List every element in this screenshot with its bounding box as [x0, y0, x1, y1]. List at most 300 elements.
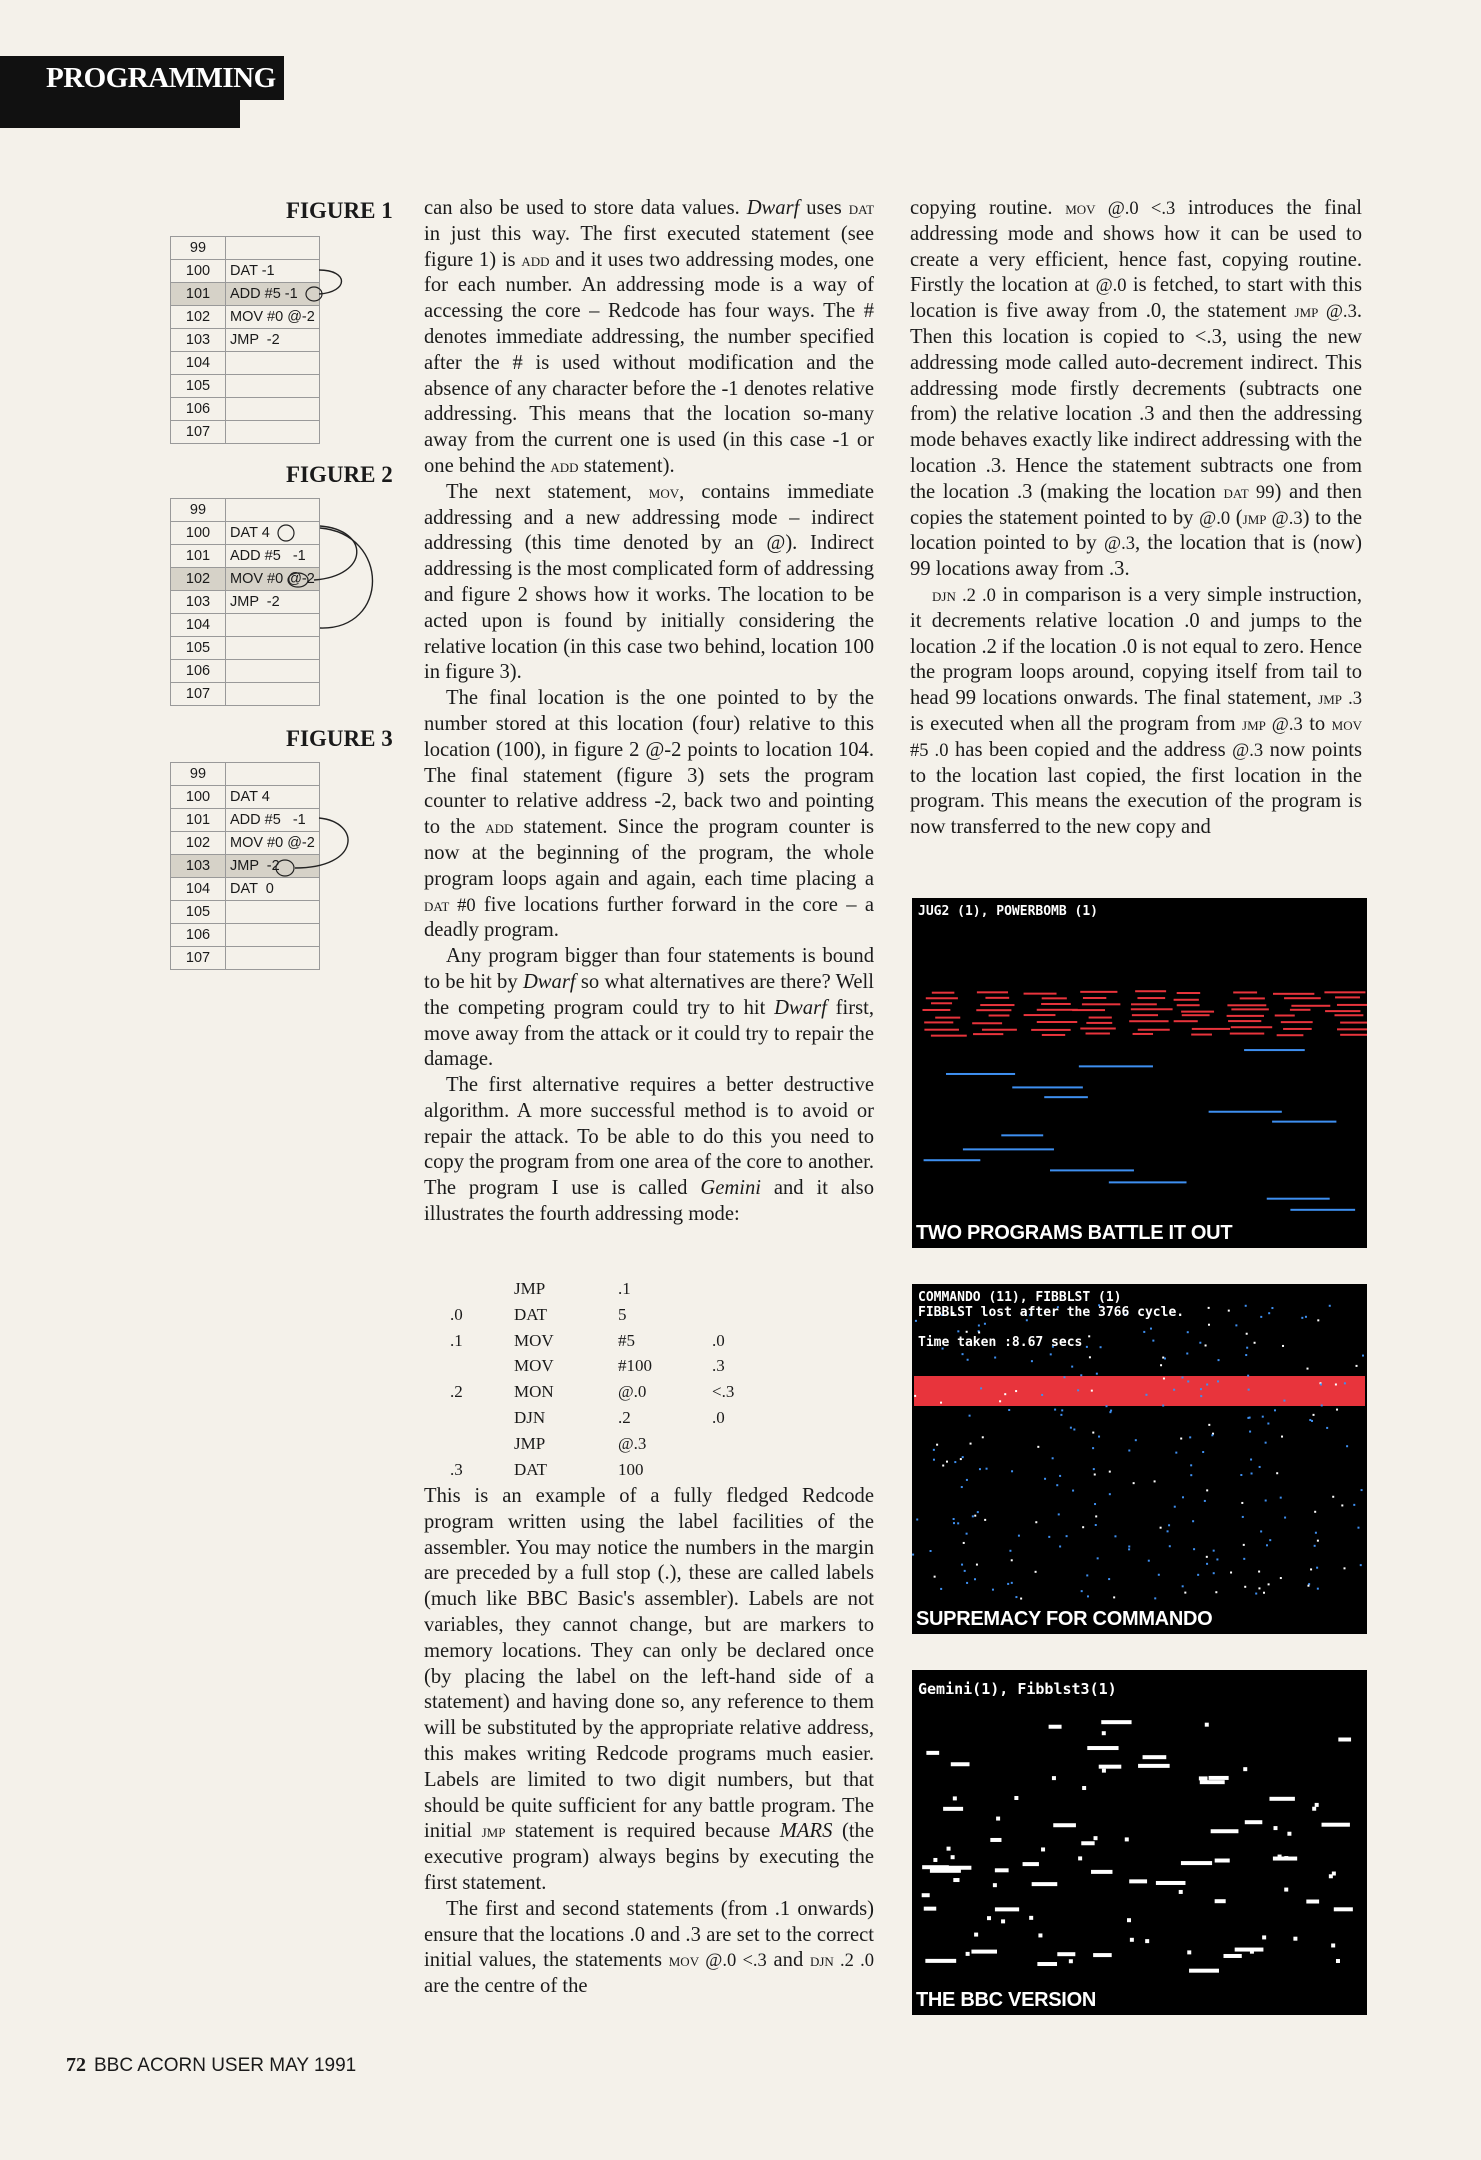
- paragraph: can also be used to store data values. Dwarf uses dat in just this way. The first executed statement (see figure 1) is add and it uses two addressing modes, one for each number. An addressing mode is a way of accessing the core – Redcode has four ways. The # denotes immediate addressing, the number specified after the # is used without modification and the absence of any character before the -1 denotes relative addressing. This means that the location so-many away from the current one is used (in this case -1 or one behind the add statement).: [424, 197, 875, 477]
- trace-mark: [970, 1443, 972, 1445]
- trace-mark: [1284, 1888, 1288, 1892]
- trace-mark: [1282, 1345, 1284, 1347]
- trace-mark: [1082, 1003, 1120, 1005]
- trace-mark: [940, 1402, 942, 1404]
- trace-mark: [953, 1796, 957, 1800]
- memory-instruction: [226, 947, 320, 970]
- trace-mark: [1320, 1384, 1322, 1386]
- figure-1-table: [170, 236, 320, 444]
- trace-mark: [1235, 1324, 1237, 1326]
- trace-mark: [1268, 1312, 1270, 1314]
- trace-mark: [1235, 1948, 1264, 1952]
- trace-mark: [994, 1357, 996, 1359]
- memory-row: [171, 352, 320, 375]
- trace-mark: [1215, 1591, 1217, 1593]
- trace-mark: [1208, 1324, 1210, 1326]
- trace-mark: [1035, 1521, 1037, 1523]
- trace-mark: [1353, 1504, 1355, 1506]
- trace-mark: [1080, 1027, 1115, 1029]
- trace-mark: [1340, 1022, 1367, 1024]
- trace-mark: [1315, 1532, 1317, 1534]
- trace-mark: [1101, 1720, 1131, 1724]
- trace-mark: [1227, 1015, 1264, 1017]
- trace-mark: [977, 1511, 979, 1513]
- memory-address: 106: [171, 398, 226, 421]
- screenshot-bbc-version: [912, 1670, 1367, 2015]
- trace-mark: [1206, 1384, 1208, 1386]
- trace-mark: [1326, 1427, 1328, 1429]
- trace-mark: [924, 1159, 981, 1161]
- trace-mark: [980, 1004, 1014, 1006]
- trace-mark: [1265, 1500, 1267, 1502]
- trace-mark: [1072, 1009, 1105, 1011]
- trace-mark: [996, 1817, 1000, 1821]
- trace-mark: [1243, 1558, 1245, 1560]
- trace-mark: [987, 1916, 991, 1920]
- trace-mark: [953, 1518, 955, 1520]
- trace-mark: [1174, 1020, 1198, 1022]
- trace-mark: [1260, 1530, 1262, 1532]
- trace-mark: [1001, 1919, 1005, 1923]
- trace-mark: [1243, 1767, 1247, 1771]
- page-footer: [66, 2054, 356, 2077]
- trace-mark: [1262, 1935, 1266, 1939]
- trace-mark: [1011, 1582, 1013, 1584]
- trace-mark: [1096, 1373, 1098, 1375]
- trace-mark: [1189, 1436, 1191, 1438]
- trace-mark: [912, 1554, 914, 1556]
- trace-mark: [972, 1515, 974, 1517]
- bbc-trace-plot: [912, 1670, 1367, 2015]
- trace-mark: [954, 1461, 956, 1463]
- trace-mark: [1340, 1034, 1367, 1036]
- code-operand-b: .0: [712, 1407, 725, 1427]
- memory-instruction: JMP -2: [226, 329, 320, 352]
- trace-mark: [1293, 1937, 1297, 1941]
- screenshot-header: JUG2 (1), POWERBOMB (1): [918, 904, 1099, 919]
- memory-instruction: JMP -2: [226, 591, 320, 614]
- memory-row: [171, 398, 320, 421]
- trace-mark: [1158, 1574, 1160, 1576]
- trace-mark: [1102, 1731, 1106, 1735]
- trace-mark: [1095, 1524, 1097, 1526]
- trace-mark: [977, 991, 1008, 993]
- text-column-1: [424, 196, 874, 1228]
- trace-mark: [1249, 1431, 1251, 1433]
- trace-mark: [1168, 1524, 1170, 1526]
- trace-mark: [1081, 1590, 1083, 1592]
- memory-address: 103: [171, 855, 226, 878]
- trace-mark: [1079, 1065, 1153, 1067]
- trace-mark: [964, 1570, 966, 1572]
- trace-mark: [1069, 1959, 1073, 1963]
- trace-mark: [1269, 1539, 1271, 1541]
- code-operand-b: .0: [712, 1330, 725, 1350]
- trace-mark: [1024, 993, 1057, 995]
- memory-address: 99: [171, 763, 226, 786]
- trace-mark: [1060, 1414, 1062, 1416]
- trace-mark: [1128, 1546, 1130, 1548]
- banner-bar: [0, 100, 240, 128]
- trace-mark: [1267, 1423, 1269, 1425]
- text-column-2: [910, 196, 1362, 841]
- trace-mark: [1102, 1769, 1106, 1773]
- trace-mark: [980, 1387, 982, 1389]
- trace-mark: [1206, 1489, 1208, 1491]
- trace-mark: [1093, 1468, 1095, 1470]
- trace-mark: [1312, 1807, 1316, 1811]
- trace-mark: [1306, 1900, 1319, 1904]
- trace-mark: [1190, 1474, 1192, 1476]
- trace-mark: [1245, 1305, 1247, 1307]
- trace-mark: [1164, 1357, 1166, 1359]
- code-opcode: MOV: [514, 1356, 554, 1376]
- memory-instruction: [226, 352, 320, 375]
- memory-instruction: [226, 901, 320, 924]
- trace-mark: [1316, 1567, 1318, 1569]
- trace-mark: [1199, 1342, 1201, 1344]
- memory-row: [171, 786, 320, 809]
- trace-mark: [1211, 1829, 1239, 1833]
- memory-row: [171, 901, 320, 924]
- trace-mark: [1113, 1596, 1115, 1598]
- code-operand-b: .3: [712, 1356, 725, 1376]
- trace-mark: [1167, 1530, 1169, 1532]
- trace-mark: [933, 1858, 937, 1862]
- trace-mark: [934, 1576, 936, 1578]
- trace-mark: [1184, 1592, 1186, 1594]
- trace-mark: [1063, 1376, 1065, 1378]
- trace-mark: [1245, 1354, 1247, 1356]
- trace-mark: [1095, 1515, 1097, 1517]
- trace-mark: [1154, 1480, 1156, 1482]
- trace-mark: [1260, 1316, 1262, 1318]
- trace-mark: [1255, 1593, 1257, 1595]
- memory-instruction: [226, 398, 320, 421]
- code-opcode: MON: [514, 1382, 554, 1402]
- trace-mark: [1357, 1527, 1359, 1529]
- trace-mark: [933, 1459, 935, 1461]
- trace-mark: [1061, 1409, 1063, 1411]
- trace-mark: [1245, 1820, 1263, 1824]
- trace-mark: [1058, 1513, 1060, 1515]
- trace-mark: [1206, 1563, 1208, 1565]
- trace-mark: [1092, 1447, 1094, 1449]
- memory-address: 104: [171, 614, 226, 637]
- trace-mark: [1133, 1482, 1135, 1484]
- trace-mark: [1187, 1331, 1189, 1333]
- memory-instruction: [226, 421, 320, 444]
- trace-mark: [966, 1582, 968, 1584]
- trace-mark: [1213, 1572, 1215, 1574]
- trace-mark: [1336, 1959, 1340, 1963]
- trace-mark: [946, 1073, 1015, 1075]
- trace-mark: [1262, 1416, 1264, 1418]
- trace-mark: [1029, 1916, 1033, 1920]
- trace-mark: [1109, 1181, 1187, 1183]
- figure-3-arrow: [285, 810, 365, 880]
- trace-mark: [1284, 997, 1321, 999]
- code-label: .0: [450, 1304, 463, 1324]
- memory-instruction: ADD #5 -1: [226, 283, 320, 306]
- trace-mark: [1313, 1414, 1315, 1416]
- code-label: .3: [450, 1459, 463, 1479]
- memory-row: [171, 924, 320, 947]
- trace-mark: [962, 1353, 964, 1355]
- trace-mark: [1283, 1028, 1312, 1030]
- trace-mark: [1307, 1585, 1309, 1587]
- paragraph: copying routine. mov @.0 <.3 introduces the final addressing mode and shows how it can be used to create a very efficient, hence fast, copying routine. Firstly the location at @.0 is fetched, to start with this location is five away from .0, the statement jmp @.3. Then this location is copied to <.3, using the new addressing mode called auto-decrement indirect. This addressing mode firstly decrements (subtracts one from) the relative location .3 and then the addressing mode behaves exactly like indirect addressing with the location .3. Hence the statement subtracts one from the location .3 (making the location dat 99) and then copies the statement pointed to by @.0 (jmp @.3) to the location pointed to by @.3, the location that is (now) 99 locations away from .3.: [910, 197, 1363, 581]
- trace-mark: [1024, 1014, 1056, 1016]
- memory-address: 102: [171, 832, 226, 855]
- trace-mark: [992, 1589, 994, 1591]
- trace-mark: [1280, 1497, 1282, 1499]
- code-operand-a: 5: [618, 1304, 627, 1324]
- trace-mark: [1192, 1028, 1230, 1030]
- trace-mark: [930, 1869, 961, 1873]
- trace-mark: [1265, 1442, 1267, 1444]
- memory-address: 101: [171, 545, 226, 568]
- trace-mark: [1324, 991, 1365, 993]
- trace-mark: [1012, 1086, 1083, 1088]
- code-label: .2: [450, 1382, 463, 1402]
- trace-mark: [1072, 1490, 1074, 1492]
- trace-mark: [1108, 1578, 1110, 1580]
- trace-mark: [1244, 1586, 1246, 1588]
- trace-mark: [971, 1950, 997, 1954]
- trace-mark: [1315, 1803, 1319, 1807]
- trace-mark: [966, 1479, 968, 1481]
- trace-mark: [1205, 1344, 1207, 1346]
- trace-mark: [1317, 1540, 1319, 1542]
- trace-mark: [1242, 1516, 1244, 1518]
- trace-mark: [963, 1542, 965, 1544]
- trace-mark: [914, 1376, 1365, 1406]
- memory-address: 100: [171, 786, 226, 809]
- memory-row: [171, 421, 320, 444]
- trace-mark: [943, 1807, 963, 1811]
- code-operand-a: #5: [618, 1330, 635, 1350]
- trace-mark: [1344, 1567, 1346, 1569]
- trace-mark: [999, 1400, 1001, 1402]
- trace-mark: [1038, 1933, 1042, 1937]
- trace-mark: [916, 1519, 918, 1521]
- trace-mark: [1230, 1571, 1232, 1573]
- trace-mark: [1143, 1755, 1167, 1759]
- trace-mark: [1346, 1445, 1348, 1447]
- trace-mark: [1278, 1855, 1282, 1859]
- trace-mark: [1073, 1428, 1075, 1430]
- trace-mark: [915, 1320, 917, 1322]
- trace-mark: [962, 1456, 964, 1458]
- trace-mark: [1233, 991, 1257, 993]
- memory-address: 102: [171, 568, 226, 591]
- trace-mark: [1004, 1393, 1006, 1395]
- trace-mark: [1213, 1550, 1215, 1552]
- trace-mark: [1041, 1394, 1043, 1396]
- trace-mark: [1338, 1738, 1351, 1742]
- trace-mark: [1087, 1746, 1118, 1750]
- code-operand-a: @.0: [618, 1382, 647, 1402]
- trace-mark: [1266, 1544, 1268, 1546]
- trace-mark: [1290, 1209, 1355, 1211]
- trace-mark: [1163, 1378, 1165, 1380]
- trace-mark: [1092, 1432, 1094, 1434]
- trace-mark: [1200, 1780, 1225, 1784]
- trace-mark: [1305, 1316, 1307, 1318]
- code-operand-a: #100: [618, 1356, 652, 1376]
- trace-mark: [1169, 1545, 1171, 1547]
- code-operand-a: .1: [618, 1279, 631, 1298]
- figure-1-title: FIGURE 1: [286, 198, 393, 223]
- paragraph: The first and second statements (from .1 onwards) ensure that the locations .0 and .3 are set to the correct initial values, the statements mov @.0 <.3 and djn .2 .0 are the centre of the: [424, 1897, 874, 1998]
- publication-line: BBC ACORN USER MAY 1991: [94, 2055, 357, 2076]
- trace-mark: [1023, 1862, 1039, 1866]
- trace-mark: [1098, 1436, 1100, 1438]
- trace-mark: [1109, 1493, 1111, 1495]
- memory-instruction: [226, 683, 320, 706]
- trace-mark: [1181, 1861, 1212, 1865]
- trace-mark: [1173, 1389, 1175, 1391]
- trace-mark: [1054, 1409, 1056, 1411]
- trace-mark: [960, 1458, 962, 1460]
- trace-mark: [963, 1148, 1054, 1150]
- memory-address: 107: [171, 947, 226, 970]
- trace-mark: [1009, 1550, 1011, 1552]
- memory-address: 105: [171, 637, 226, 660]
- trace-mark: [1130, 1938, 1134, 1942]
- figure-2-title: FIGURE 2: [286, 462, 393, 487]
- trace-mark: [1086, 1033, 1110, 1035]
- trace-mark: [1156, 1881, 1186, 1885]
- trace-mark: [925, 1959, 956, 1963]
- memory-address: 103: [171, 329, 226, 352]
- paragraph: The first alternative requires a better destructive algorithm. A more successful method is to avoid or repair the attack. To be able to do this you need to copy the program from one area of the core to another. The program I use is called Gemini and it also illustrates the fourth addressing mode:: [424, 1074, 875, 1226]
- trace-mark: [1052, 1457, 1054, 1459]
- memory-row: [171, 306, 320, 329]
- trace-mark: [1217, 1380, 1219, 1382]
- memory-address: 102: [171, 306, 226, 329]
- screenshot-header: COMMANDO (11), FIBBLST (1) FIBBLST lost after the 3766 cycle. Time taken :8.67 secs: [918, 1290, 1185, 1350]
- trace-mark: [1082, 1786, 1086, 1790]
- trace-mark: [985, 997, 1009, 999]
- trace-mark: [1281, 1436, 1283, 1438]
- memory-address: 99: [171, 237, 226, 260]
- memory-address: 104: [171, 878, 226, 901]
- trace-mark: [1066, 1535, 1068, 1537]
- trace-mark: [1186, 1353, 1188, 1355]
- trace-mark: [1031, 1029, 1070, 1031]
- code-opcode: DJN: [514, 1407, 546, 1427]
- memory-instruction: [226, 237, 320, 260]
- trace-mark: [1154, 1597, 1156, 1599]
- trace-mark: [1007, 1583, 1009, 1585]
- memory-address: 106: [171, 660, 226, 683]
- trace-mark: [1078, 1856, 1082, 1860]
- trace-mark: [1182, 1496, 1184, 1498]
- trace-mark: [1314, 1545, 1316, 1547]
- memory-instruction: [226, 375, 320, 398]
- trace-mark: [1131, 1008, 1173, 1010]
- trace-mark: [1129, 1879, 1147, 1883]
- trace-mark: [1314, 1511, 1316, 1513]
- screenshot-header: Gemini(1), Fibblst3(1): [918, 1680, 1117, 1698]
- trace-mark: [1223, 1954, 1241, 1958]
- trace-mark: [1250, 1950, 1254, 1954]
- trace-mark: [1284, 1517, 1286, 1519]
- memory-instruction: DAT -1: [226, 260, 320, 283]
- trace-mark: [974, 1515, 976, 1517]
- trace-mark: [926, 997, 958, 999]
- paragraph: This is an example of a fully fledged Redcode program written using the label facilities of the assembler. You may notice the numbers in the margin are preceded by a full stop (.), these are called labels (much like BBC Basic's assembler). Labels are not variables, they cannot change, but are markers to memory locations. They can only be declared once (by placing the label on the left-hand side of a statement) and having done so, any reference to them will be substituted by the appropriate relative address, this makes writing Redcode programs much easier. Labels are limited to two digit numbers, but that should be quite sufficient for any battle program. The initial jmp statement is required because MARS (the executive program) always begins by executing the first statement.: [424, 1485, 874, 1894]
- trace-mark: [1309, 1419, 1311, 1421]
- trace-mark: [926, 1751, 939, 1755]
- trace-mark: [1032, 1882, 1058, 1886]
- memory-instruction: DAT 4: [226, 786, 320, 809]
- trace-mark: [922, 1009, 950, 1011]
- trace-mark: [1059, 1545, 1061, 1547]
- trace-mark: [957, 1522, 959, 1524]
- memory-row: [171, 878, 320, 901]
- trace-mark: [1263, 1592, 1265, 1594]
- trace-mark: [966, 1533, 968, 1535]
- trace-mark: [1231, 1008, 1268, 1010]
- trace-mark: [1204, 1500, 1206, 1502]
- trace-mark: [1179, 1890, 1183, 1894]
- trace-mark: [1094, 1836, 1098, 1840]
- trace-mark: [1287, 1832, 1291, 1836]
- memory-row: [171, 763, 320, 786]
- trace-mark: [1050, 1353, 1052, 1355]
- trace-mark: [1097, 1557, 1099, 1559]
- trace-mark: [1148, 1560, 1150, 1562]
- memory-instruction: MOV #0 @-2: [226, 568, 320, 591]
- trace-mark: [1248, 1389, 1250, 1391]
- trace-mark: [973, 1033, 1003, 1035]
- memory-address: 99: [171, 499, 226, 522]
- trace-mark: [1049, 1725, 1062, 1729]
- trace-mark: [1344, 1382, 1346, 1384]
- trace-mark: [1227, 1004, 1266, 1006]
- trace-mark: [924, 1021, 953, 1023]
- trace-mark: [1181, 1376, 1183, 1378]
- trace-mark: [1332, 1872, 1336, 1876]
- code-operand-a: 100: [618, 1459, 644, 1479]
- trace-mark: [951, 1762, 970, 1766]
- trace-mark: [922, 1865, 949, 1869]
- trace-mark: [1020, 1598, 1022, 1600]
- trace-mark: [1129, 1020, 1168, 1022]
- trace-mark: [1133, 1033, 1153, 1035]
- paragraph: The final location is the one pointed to by the number stored at this location (four) relative to this location (100), in figure 2 @-2 points to location 104. The final statement (figure 3) sets the program counter to relative address -2, back two and pointing to the add statement. Since the program counter is now at the beginning of the program, the whole program loops again and again, each time placing a dat #0 five locations further forward in the core – a deadly program.: [424, 687, 874, 942]
- trace-mark: [1209, 1776, 1229, 1780]
- trace-mark: [1274, 1409, 1276, 1411]
- trace-mark: [1094, 1473, 1096, 1475]
- trace-mark: [1269, 1797, 1294, 1801]
- code-operand-a: .2: [618, 1407, 631, 1427]
- memory-address: 104: [171, 352, 226, 375]
- code-operand-a: @.3: [618, 1433, 647, 1453]
- trace-mark: [1246, 1333, 1248, 1335]
- page-number: 72: [66, 2054, 86, 2076]
- trace-mark: [1087, 1595, 1089, 1597]
- trace-mark: [1362, 1355, 1364, 1357]
- trace-mark: [986, 1468, 988, 1470]
- trace-mark: [1091, 1870, 1112, 1874]
- trace-mark: [989, 1015, 1010, 1017]
- text-column-1-continued: [424, 1484, 874, 2000]
- memory-address: 107: [171, 683, 226, 706]
